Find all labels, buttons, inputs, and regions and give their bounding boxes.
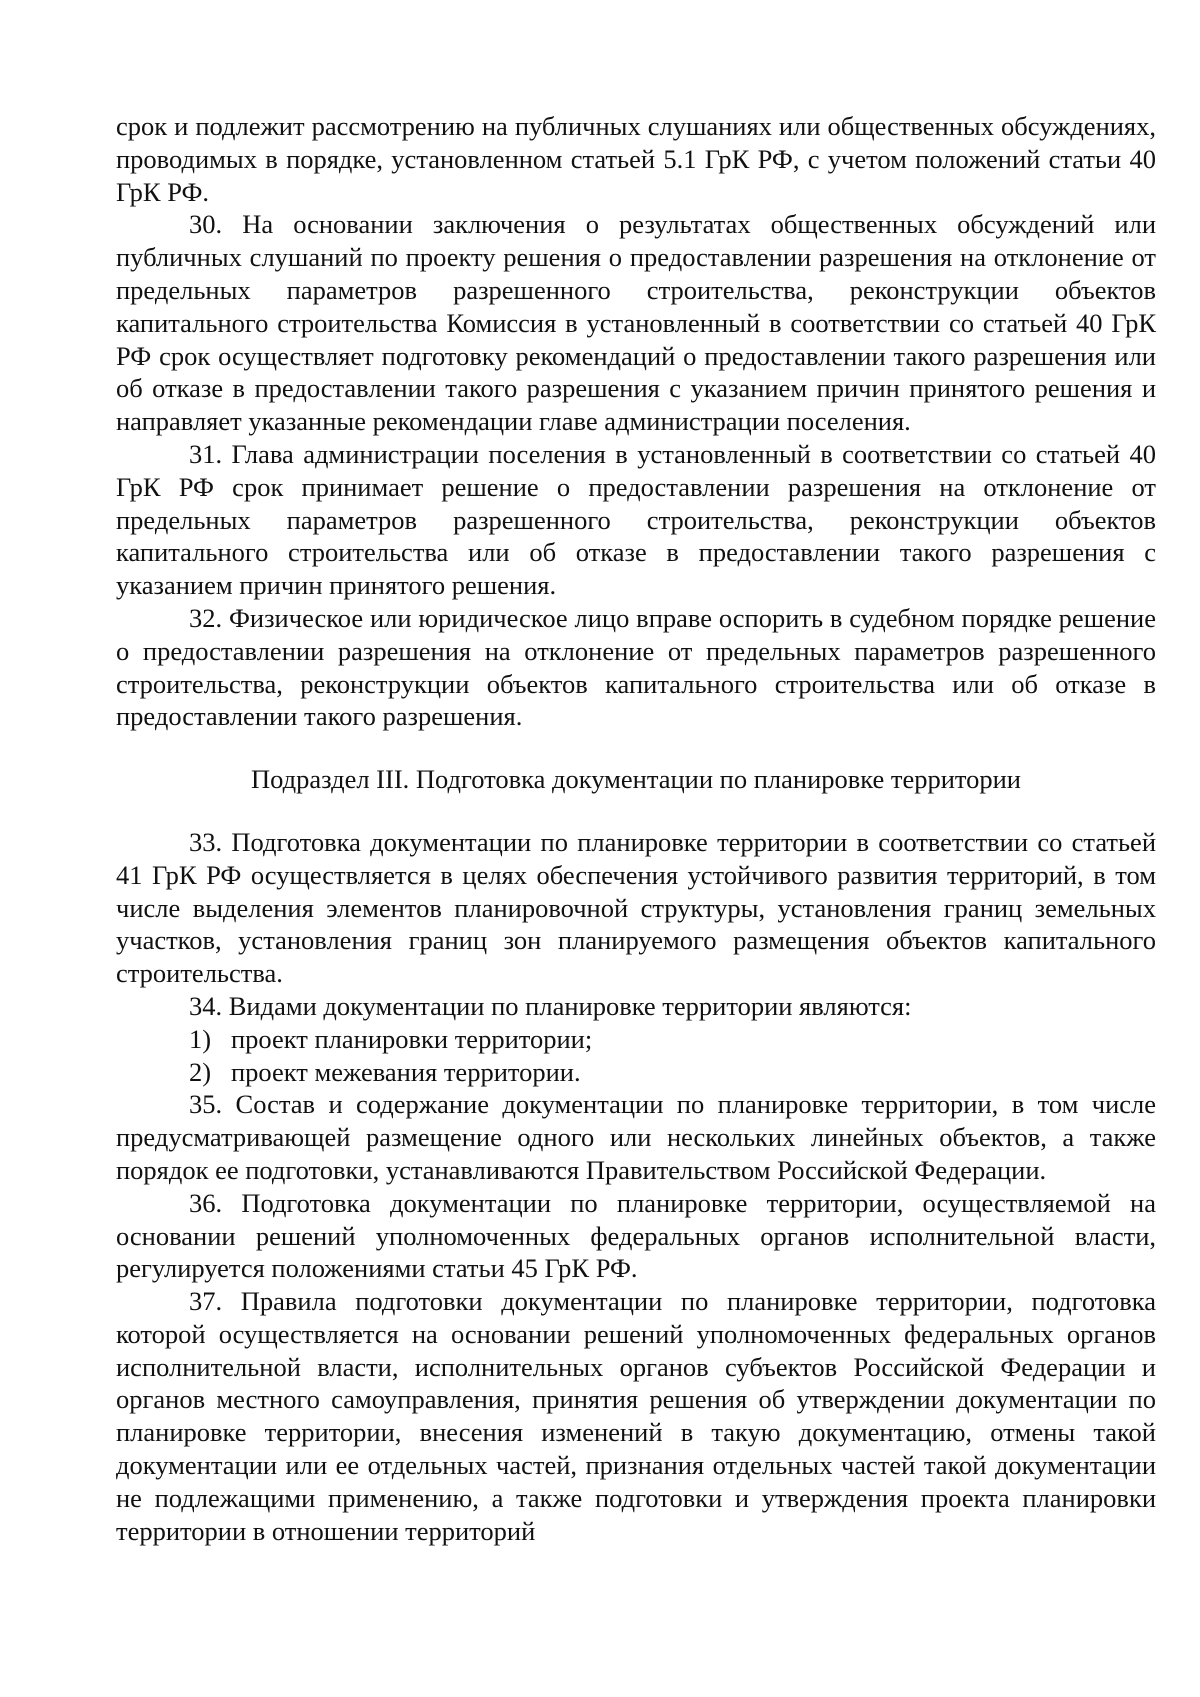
paragraph-31: 31. Глава администрации поселения в установленный в соответствии со статьей 40 ГрК РФ срок принимает решение о предоставлении разрешения на отклонение от предельных параметров разрешенного строительства, реконструкции объектов капитального строительства или об отказе в предоставлении такого разрешения с указанием причин принятого решения. [116,438,1156,601]
paragraph-30: 30. На основании заключения о результатах общественных обсуждений или публичных слушаний по проекту решения о предоставлении разрешения на отклонение от предельных параметров разрешенного строительства, реконструкции объектов капитального строительства Комиссия в установленный в соответствии со статьей 40 ГрК РФ срок осуществляет подготовку рекомендаций о предоставлении такого разрешения или об отказе в предоставлении такого разрешения с указанием причин принятого решения и направляет указанные рекомендации главе администрации поселения. [116,209,1156,437]
document-page [116,110,1156,1547]
list-item-number: 1) [189,1023,212,1054]
list-item-text: проект межевания территории. [231,1056,581,1087]
list-item [116,1023,1156,1056]
paragraph-33: 33. Подготовка документации по планировке территории в соответствии со статьей 41 ГрК РФ осуществляется в целях обеспечения устойчивого развития территорий, в том числе выделения элементов планировочной структуры, установления границ земельных участков, установления границ зон планируемого размещения объектов капитального строительства. [116,826,1156,989]
paragraph-34: 34. Видами документации по планировке территории являются: [189,990,912,1021]
paragraph-intro: срок и подлежит рассмотрению на публичных слушаниях или общественных обсуждениях, проводимых в порядке, установленном статьей 5.1 ГрК РФ, с учетом положений статьи 40 ГрК РФ. [116,111,1156,207]
list-item [116,1056,1156,1089]
paragraph-32: 32. Физическое или юридическое лицо вправе оспорить в судебном порядке решение о предоставлении разрешения на отклонение от предельных параметров разрешенного строительства, реконструкции объектов капитального строительства или об отказе в предоставлении такого разрешения. [116,602,1156,732]
section-heading: Подраздел III. Подготовка документации по планировке территории [250,764,1021,795]
paragraph-36: 36. Подготовка документации по планировке территории, осуществляемой на основании решений уполномоченных федеральных органов исполнительной власти, регулируется положениями статьи 45 ГрК РФ. [116,1187,1156,1284]
paragraph-35: 35. Состав и содержание документации по планировке территории, в том числе предусматривающей размещение одного или нескольких линейных объектов, а также порядок ее подготовки, устанавливаются Правительством Российской Федерации. [116,1089,1156,1185]
list-item-text: проект планировки территории; [231,1023,593,1054]
list-item-number: 2) [189,1056,212,1087]
paragraph-37: 37. Правила подготовки документации по планировке территории, подготовка которой осуществляется на основании решений уполномоченных федеральных органов исполнительной власти, исполнительных органов субъектов Российской Федерации и органов местного самоуправления, принятия решения об утверждении документации по планировке территории, внесения изменений в такую документацию, отмены такой документации или ее отдельных частей, признания отдельных частей такой документации не подлежащими применению, а также подготовки и утверждения проекта планировки территории в отношении территорий [116,1286,1156,1546]
